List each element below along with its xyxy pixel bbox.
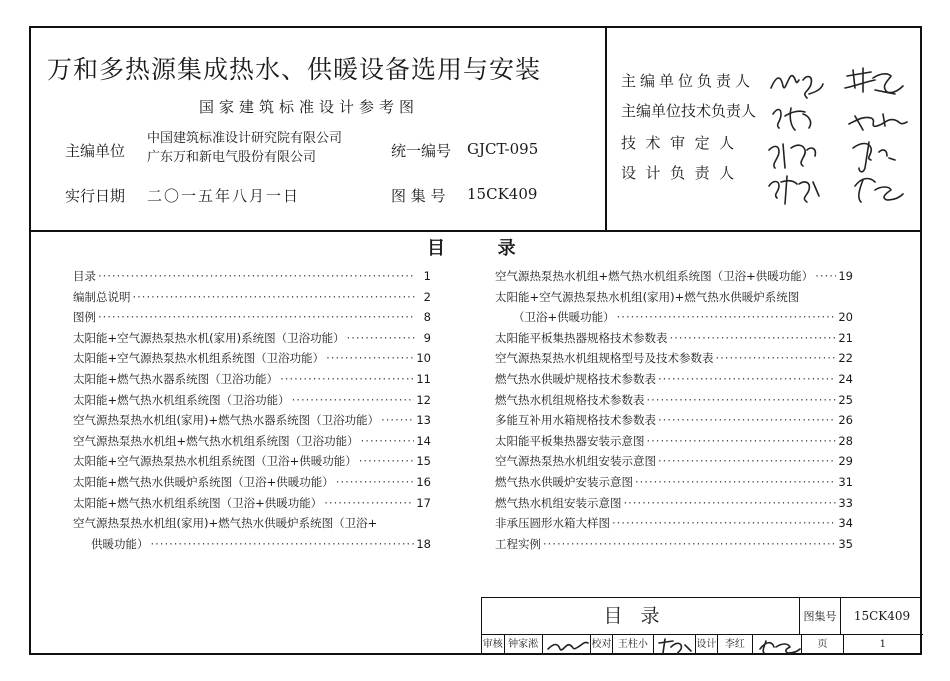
checker-name: 王柱小 <box>613 635 653 655</box>
tb-atlas-value: 15CK409 <box>841 598 923 635</box>
toc-entry[interactable]: 多能互补用水箱规格技术参数表 ····· 26 <box>495 410 853 431</box>
signature-role-2: 主编单位技术负责人 <box>621 102 757 120</box>
reviewer-label: 审核 <box>482 635 505 655</box>
toc-entry[interactable]: 燃气热水机组安装示意图 ····· 33 <box>495 493 853 514</box>
cover-header <box>31 28 920 232</box>
serial-label: 统一编号 <box>391 142 452 160</box>
editor-label: 主编单位 <box>65 142 126 160</box>
date-value: 二〇一五年八月一日 <box>147 187 301 205</box>
signature-role-4: 设 计 负 责 人 <box>621 164 735 182</box>
drawing-frame <box>29 26 922 655</box>
toc-entry[interactable]: 太阳能平板集热器规格技术参数表 ····· 21 <box>495 328 853 349</box>
atlas-number-label: 图 集 号 <box>391 187 446 205</box>
designer-signature <box>753 635 803 655</box>
page-label: 页 <box>802 635 843 655</box>
reviewer-name: 钟家淞 <box>505 635 543 655</box>
page-value: 1 <box>879 639 886 650</box>
editor-unit-2: 广东万和新电气股份有限公司 <box>147 150 317 165</box>
toc-entry[interactable]: 太阳能+燃气热水供暖炉系统图（卫浴+供暖功能） ····· 16 <box>73 472 431 493</box>
date-label: 实行日期 <box>65 187 126 205</box>
toc-entry[interactable]: 太阳能+空气源热泵热水机(家用)系统图（卫浴功能） ····· 9 <box>73 328 431 349</box>
atlas-subtitle: 国家建筑标准设计参考图 <box>199 98 420 116</box>
toc-entry[interactable]: 目录 ····· 1 <box>73 266 431 287</box>
toc-entry[interactable]: 空气源热泵热水机组(家用)+燃气热水供暖炉系统图（卫浴+ <box>73 516 378 531</box>
toc-entry[interactable]: 燃气热水供暖炉规格技术参数表 ····· 24 <box>495 369 853 390</box>
checker-signature <box>654 635 696 655</box>
signature-role-3: 技 术 审 定 人 <box>621 134 735 152</box>
toc-entry[interactable]: 太阳能+空气源热泵热水机组(家用)+燃气热水供暖炉系统图 <box>495 289 800 304</box>
toc-entry[interactable]: 图例 ····· 8 <box>73 307 431 328</box>
tb-atlas-label: 图集号 <box>800 598 841 635</box>
toc-entry[interactable]: 空气源热泵热水机组+燃气热水机组系统图（卫浴功能） ····· 14 <box>73 431 431 452</box>
atlas-number-value: 15CK409 <box>467 185 538 203</box>
toc-entry[interactable]: 燃气热水供暖炉安装示意图 ····· 31 <box>495 472 853 493</box>
designer-label: 设计 <box>696 635 719 655</box>
sheet-title: 目录 <box>482 598 800 635</box>
atlas-title: 万和多热源集成热水、供暖设备选用与安装 <box>47 55 542 84</box>
toc-entry[interactable]: 空气源热泵热水机组(家用)+燃气热水器系统图（卫浴功能） ····· 13 <box>73 410 431 431</box>
toc-heading <box>427 234 516 260</box>
serial-value: GJCT-095 <box>467 140 539 158</box>
toc-entry[interactable]: 供暖功能） ····· 18 <box>73 534 431 555</box>
header-divider <box>605 28 607 230</box>
designer-name: 李红 <box>718 635 752 655</box>
toc-entry[interactable]: 太阳能+空气源热泵热水机组系统图（卫浴功能） ····· 10 <box>73 348 431 369</box>
toc-entry[interactable]: 空气源热泵热水机组规格型号及技术参数表 ····· 22 <box>495 348 853 369</box>
toc-entry[interactable]: 空气源热泵热水机组+燃气热水机组系统图（卫浴+供暖功能） ····· 19 <box>495 266 853 287</box>
toc-entry[interactable]: 编制总说明 ····· 2 <box>73 287 431 308</box>
toc-entry[interactable]: 太阳能+燃气热水机组系统图（卫浴+供暖功能） ····· 17 <box>73 493 431 514</box>
reviewer-signature <box>543 635 591 655</box>
toc-entry[interactable]: 太阳能+空气源热泵热水机组系统图（卫浴+供暖功能） ····· 15 <box>73 451 431 472</box>
toc-entry[interactable]: 非承压圆形水箱大样图 ····· 34 <box>495 513 853 534</box>
toc-heading-b: 录 <box>497 238 516 259</box>
toc-entry[interactable]: 空气源热泵热水机组安装示意图 ····· 29 <box>495 451 853 472</box>
handwritten-signatures <box>763 58 923 208</box>
toc-heading-a: 目 <box>427 238 445 259</box>
signature-role-1: 主编单位负责人 <box>621 72 755 90</box>
title-block <box>481 597 922 655</box>
toc-entry[interactable]: 太阳能+燃气热水机组系统图（卫浴功能） ····· 12 <box>73 390 431 411</box>
toc-entry[interactable]: 工程实例 ····· 35 <box>495 534 853 555</box>
toc-left-column <box>73 266 431 554</box>
toc-entry[interactable]: 太阳能+燃气热水器系统图（卫浴功能） ····· 11 <box>73 369 431 390</box>
toc-entry[interactable]: 燃气热水机组规格技术参数表 ····· 25 <box>495 390 853 411</box>
title-block-approvals <box>482 635 922 655</box>
editor-unit-1: 中国建筑标准设计研究院有限公司 <box>147 131 343 146</box>
toc-entry[interactable]: （卫浴+供暖功能） ····· 20 <box>495 307 853 328</box>
checker-label: 校对 <box>591 635 614 655</box>
toc-entry[interactable]: 太阳能平板集热器安装示意图 ····· 28 <box>495 431 853 452</box>
toc-right-column <box>495 266 853 554</box>
